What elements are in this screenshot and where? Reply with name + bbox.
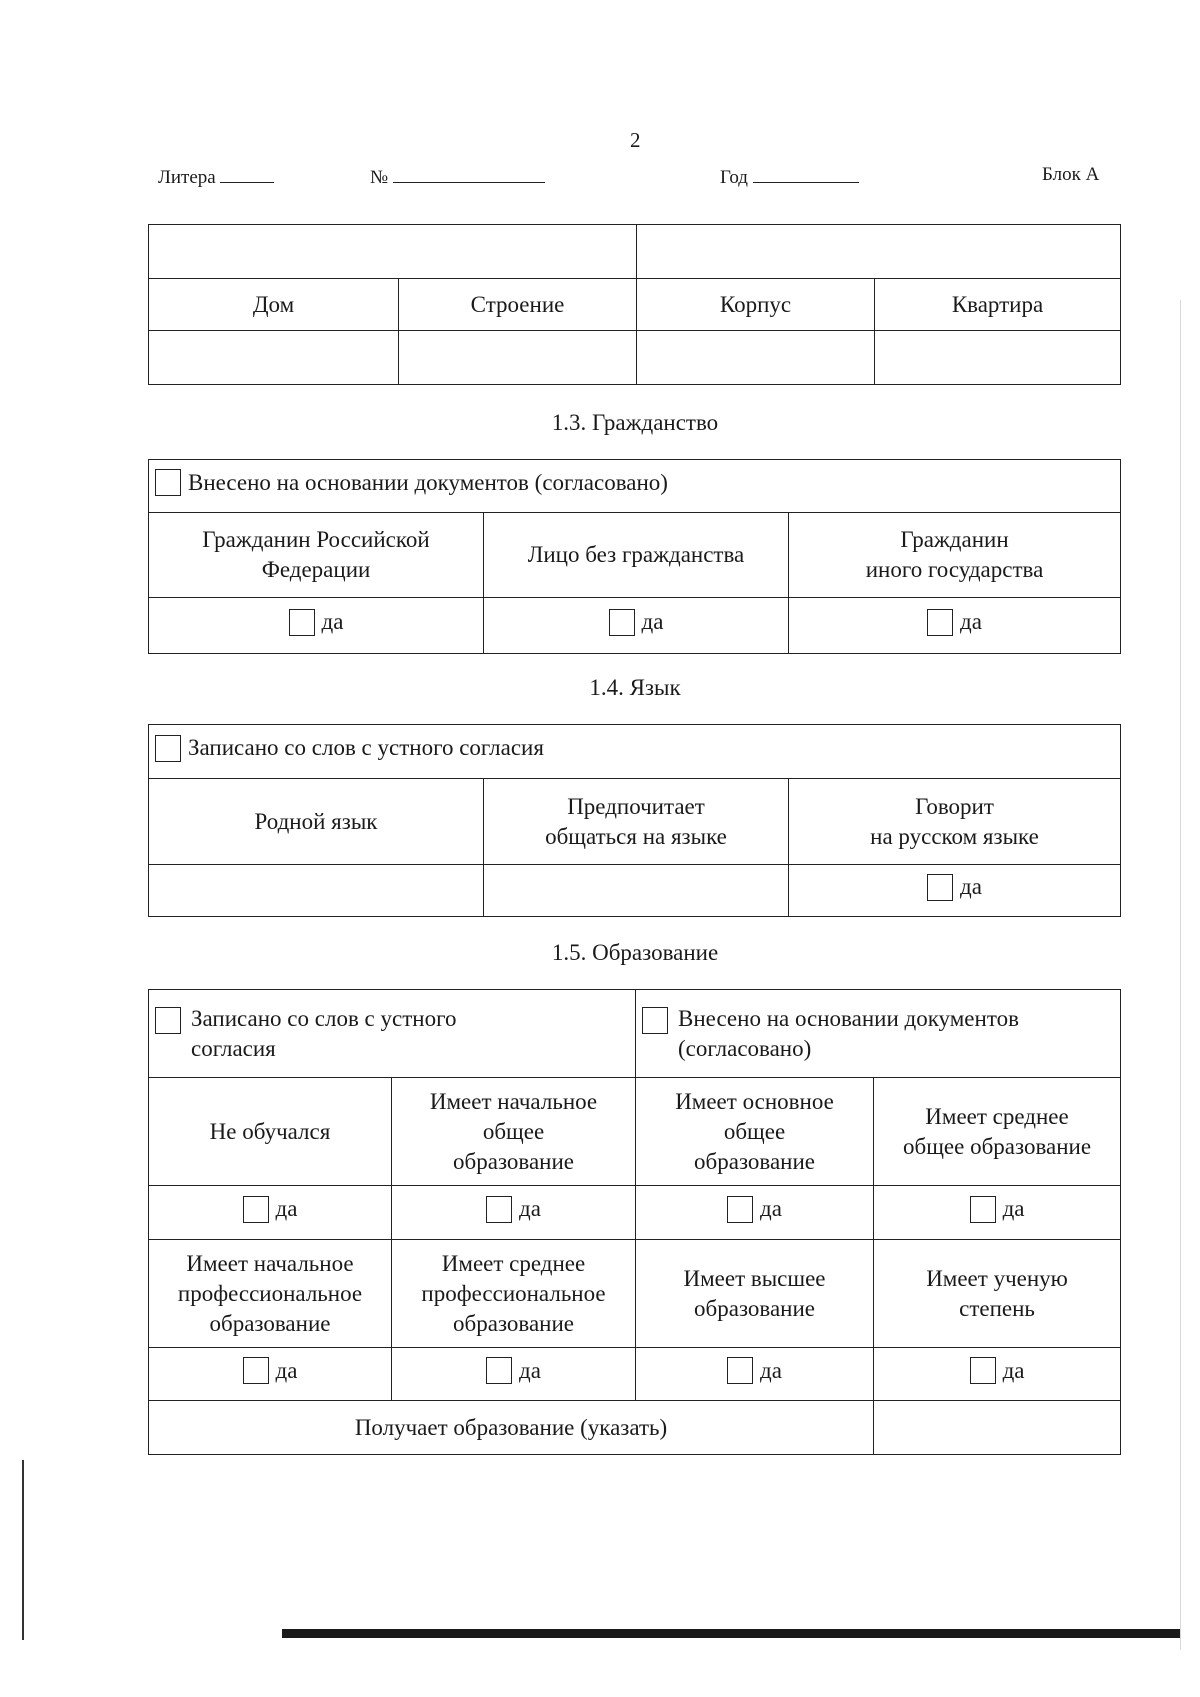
yes-label: да: [760, 1196, 782, 1222]
scan-bottom-line: [282, 1629, 1180, 1638]
scan-margin-line: [22, 1460, 24, 1640]
option-line: Имеет начальное: [186, 1250, 354, 1276]
option-secondary-general: [874, 1078, 1121, 1186]
option-academic-degree: [874, 1240, 1121, 1348]
yes-label: да: [960, 609, 982, 635]
column-line: Родной язык: [254, 808, 378, 834]
checkbox[interactable]: [155, 469, 181, 496]
yes-label: да: [275, 1357, 298, 1383]
yes-cell: [636, 1348, 874, 1401]
option-line: Имеет ученую: [926, 1265, 1068, 1291]
column-line: Говорит: [915, 793, 994, 819]
block-label: Блок А: [1042, 164, 1100, 185]
preferred-language-value-cell[interactable]: [484, 865, 789, 917]
language-note: Записано со слов с устного согласия: [188, 735, 544, 761]
option-line: образование: [209, 1310, 331, 1336]
citizenship-note-cell: [149, 460, 1121, 513]
option-line: профессиональное: [421, 1280, 606, 1306]
section-title-language: 1.4. Язык: [589, 675, 681, 700]
native-language-value-cell[interactable]: [149, 865, 484, 917]
option-line: образование: [453, 1148, 574, 1174]
option-line: степень: [959, 1295, 1035, 1321]
number-field: [370, 164, 545, 189]
column-speaks-russian: [789, 779, 1121, 865]
option-primary-vocational: [149, 1240, 392, 1348]
yes-cell: [636, 1186, 874, 1240]
yes-cell: [484, 598, 789, 654]
checkbox[interactable]: [486, 1196, 512, 1223]
column-line: на русском языке: [870, 823, 1039, 849]
yes-cell: [392, 1348, 636, 1401]
yes-label: да: [275, 1196, 298, 1222]
option-russian-citizen: [149, 513, 484, 598]
option-line: Имеет высшее: [683, 1265, 826, 1291]
note-line: Записано со слов с устного: [191, 1005, 457, 1031]
checkbox[interactable]: [609, 609, 635, 636]
checkbox[interactable]: [243, 1196, 269, 1223]
column-native-language: [149, 779, 484, 865]
column-header-block: Корпус: [637, 279, 875, 331]
option-line: иного государства: [865, 557, 1044, 582]
column-header-building: Строение: [399, 279, 637, 331]
option-line: Не обучался: [209, 1118, 331, 1144]
option-line: Имеет начальное: [429, 1088, 598, 1114]
block-value-cell[interactable]: [637, 331, 875, 385]
option-secondary-vocational: [392, 1240, 636, 1348]
option-stateless: [484, 513, 789, 598]
checkbox[interactable]: [289, 609, 315, 636]
litera-input[interactable]: [220, 164, 274, 183]
checkbox[interactable]: [927, 874, 953, 901]
option-line: Федерации: [261, 557, 371, 582]
language-table: [148, 724, 1121, 917]
yes-label: да: [960, 874, 982, 900]
option-higher-education: [636, 1240, 874, 1348]
option-no-education: [149, 1078, 392, 1186]
option-line: Гражданин: [900, 527, 1009, 552]
page-number: 2: [630, 128, 641, 152]
option-basic-general: [636, 1078, 874, 1186]
citizenship-table: [148, 459, 1121, 654]
receiving-education-value-cell[interactable]: [874, 1401, 1121, 1455]
yes-label: да: [1002, 1357, 1025, 1383]
option-line: Имеет основное: [675, 1088, 834, 1114]
checkbox[interactable]: [155, 1007, 181, 1034]
section-title-citizenship: 1.3. Гражданство: [551, 410, 719, 435]
yes-cell: [874, 1348, 1121, 1401]
year-input[interactable]: [753, 164, 859, 183]
option-line: профессиональное: [177, 1280, 363, 1306]
option-line: Имеет среднее: [925, 1103, 1069, 1129]
checkbox[interactable]: [243, 1357, 269, 1384]
option-line: общее образование: [903, 1133, 1092, 1159]
yes-label: да: [519, 1357, 541, 1383]
yes-label: да: [760, 1357, 782, 1383]
checkbox[interactable]: [727, 1357, 753, 1384]
receiving-education-label: Получает образование (указать): [149, 1401, 874, 1455]
house-value-cell[interactable]: [149, 331, 399, 385]
year-field: [720, 164, 859, 189]
column-header-house: Дом: [149, 279, 399, 331]
option-line: образование: [694, 1148, 815, 1174]
option-line: Гражданин Российской: [202, 527, 430, 552]
building-value-cell[interactable]: [399, 331, 637, 385]
column-header-apartment: Квартира: [875, 279, 1121, 331]
yes-label: да: [519, 1196, 541, 1222]
education-note-right-cell: [636, 990, 1121, 1078]
option-line: общее: [482, 1118, 545, 1144]
checkbox[interactable]: [642, 1007, 668, 1034]
checkbox[interactable]: [486, 1357, 512, 1384]
yes-cell: [874, 1186, 1121, 1240]
number-input[interactable]: [393, 164, 545, 183]
litera-label: Литера: [158, 167, 216, 188]
note-line: Внесено на основании документов: [678, 1005, 1019, 1031]
checkbox[interactable]: [155, 735, 181, 762]
yes-label: да: [1002, 1196, 1025, 1222]
option-foreign-citizen: [789, 513, 1121, 598]
yes-cell: [392, 1186, 636, 1240]
column-preferred-language: [484, 779, 789, 865]
yes-cell: [789, 598, 1121, 654]
note-line: (согласовано): [678, 1035, 812, 1061]
yes-cell: [149, 1348, 392, 1401]
option-line: образование: [453, 1310, 574, 1336]
yes-cell: [789, 865, 1121, 917]
apartment-value-cell[interactable]: [875, 331, 1121, 385]
yes-label: да: [641, 609, 664, 635]
note-line: согласия: [191, 1035, 276, 1061]
option-line: образование: [694, 1295, 815, 1321]
address-table: [148, 224, 1121, 385]
checkbox[interactable]: [970, 1357, 996, 1384]
address-cell[interactable]: [149, 225, 637, 279]
option-line: Имеет среднее: [441, 1250, 586, 1276]
checkbox[interactable]: [727, 1196, 753, 1223]
yes-cell: [149, 598, 484, 654]
citizenship-note: Внесено на основании документов (согласовано): [188, 469, 668, 495]
scan-edge: [1180, 300, 1181, 1650]
checkbox[interactable]: [970, 1196, 996, 1223]
option-primary-general: [392, 1078, 636, 1186]
column-line: общаться на языке: [545, 823, 727, 849]
education-note-left-cell: [149, 990, 636, 1078]
section-title-education: 1.5. Образование: [551, 940, 719, 965]
yes-label: да: [321, 609, 344, 635]
education-table: [148, 989, 1121, 1455]
year-label: Год: [720, 167, 748, 188]
yes-cell: [149, 1186, 392, 1240]
litera-field: [158, 164, 274, 189]
number-label: №: [370, 167, 389, 188]
language-note-cell: [149, 725, 1121, 779]
option-line: Лицо без гражданства: [527, 542, 745, 567]
column-line: Предпочитает: [567, 793, 705, 819]
address-cell[interactable]: [637, 225, 1121, 279]
option-line: общее: [723, 1118, 786, 1144]
checkbox[interactable]: [927, 609, 953, 636]
